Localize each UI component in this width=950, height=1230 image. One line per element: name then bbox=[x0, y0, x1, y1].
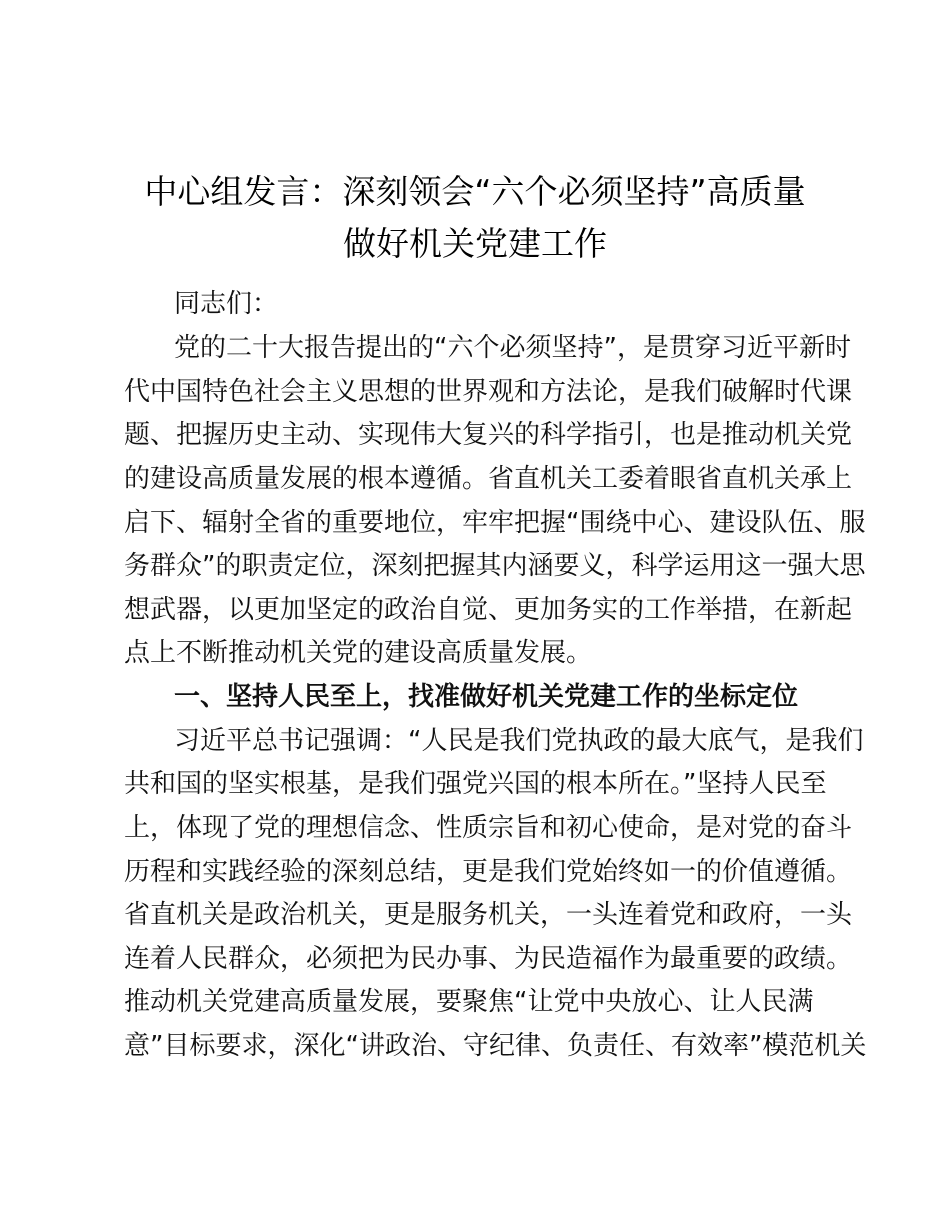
paragraph-line: 题、把握历史主动、实现伟大复兴的科学指引，也是推动机关党 bbox=[124, 420, 853, 450]
paragraph-line: 党的二十大报告提出的“六个必须坚持”，是贯穿习近平新时 bbox=[174, 333, 851, 363]
document-title-line-2: 做好机关党建工作 bbox=[343, 224, 607, 263]
paragraph-line: 省直机关是政治机关，更是服务机关，一头连着党和政府，一头 bbox=[124, 900, 853, 930]
paragraph-line: 习近平总书记强调：“人民是我们党执政的最大底气，是我们 bbox=[174, 726, 864, 756]
paragraph-line: 历程和实践经验的深刻总结，更是我们党始终如一的价值遵循。 bbox=[124, 857, 853, 887]
paragraph-line: 上，体现了党的理想信念、性质宗旨和初心使命，是对党的奋斗 bbox=[124, 813, 853, 843]
document-title-line-1: 中心组发言：深刻领会“六个必须坚持”高质量 bbox=[144, 172, 806, 211]
paragraph-line: 务群众”的职责定位，深刻把握其内涵要义，科学运用这一强大思 bbox=[124, 551, 866, 581]
paragraph-line: 点上不断推动机关党的建设高质量发展。 bbox=[124, 638, 593, 668]
paragraph-line: 的建设高质量发展的根本遵循。省直机关工委着眼省直机关承上 bbox=[124, 464, 853, 494]
paragraph-line: 推动机关党建高质量发展，要聚焦“让党中央放心、让人民满 bbox=[124, 987, 814, 1017]
salutation: 同志们： bbox=[174, 289, 279, 319]
paragraph-line: 代中国特色社会主义思想的世界观和方法论，是我们破解时代课 bbox=[124, 377, 853, 407]
paragraph-line: 意”目标要求，深化“讲政治、守纪律、负责任、有效率”模范机关 bbox=[124, 1031, 867, 1061]
paragraph-line: 共和国的坚实根基，是我们强党兴国的根本所在。”坚持人民至 bbox=[124, 769, 827, 799]
paragraph-line: 连着人民群众，必须把为民办事、为民造福作为最重要的政绩。 bbox=[124, 944, 853, 974]
paragraph-line: 想武器，以更加坚定的政治自觉、更加务实的工作举措，在新起 bbox=[124, 595, 853, 625]
section-heading: 一、坚持人民至上，找准做好机关党建工作的坐标定位 bbox=[174, 682, 799, 712]
paragraph-line: 启下、辐射全省的重要地位，牢牢把握“围绕中心、建设队伍、服 bbox=[124, 508, 866, 538]
